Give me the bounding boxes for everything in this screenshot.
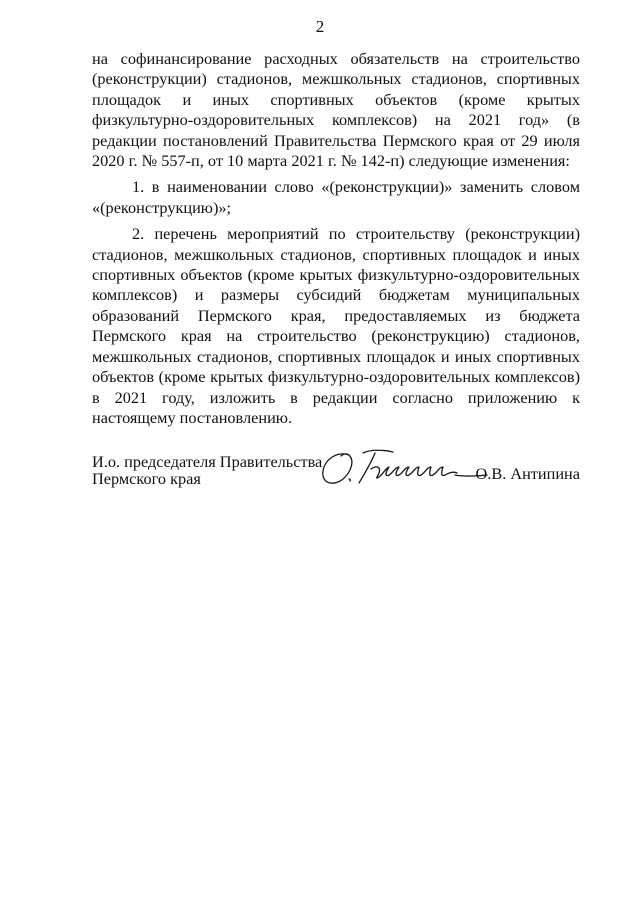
signer-name: О.В. Антипина <box>475 464 580 483</box>
signer-title <box>92 453 332 487</box>
paragraph-item-2: 2. перечень мероприятий по строительству (реконструкции) стадионов, межшкольных стадионов, спортивных площадок и иных спортивных объектов (кроме крытых физкультурно-оздоровительных комплексов) и размеры субсидий бюджетам муниципальных образований Пермского края, предоставляемых из бюджета Пермского края на строительство (реконструкцию) стадионов, межшкольных стадионов, спортивных площадок и иных спортивных объектов (кроме крытых физкультурно-оздоровительных комплексов) в 2021 году, изложить в редакции согласно приложению к настоящему постановлению. <box>92 224 580 427</box>
signature-block <box>92 453 580 493</box>
page-number: 2 <box>315 17 325 36</box>
document-body <box>92 49 580 428</box>
handwritten-signature <box>319 445 489 489</box>
signer-title-line-2: Пермского края <box>92 469 201 488</box>
paragraph-item-1: 1. в наименовании слово «(реконструкции)» заменить словом «(реконструкцию)»; <box>92 177 580 217</box>
paragraph-intro: на софинансирование расходных обязательств на строительство (реконструкции) стадионов, межшкольных стадионов, спортивных площадок и иных спортивных объектов (кроме крытых физкультурно-оздоровительных комплексов) на 2021 год» (в редакции постановлений Правительства Пермского края от 29 июля 2020 г. № 557-п, от 10 марта 2021 г. № 142-п) следующие изменения: <box>92 49 580 171</box>
signer-title-line-1: И.о. председателя Правительства <box>92 452 323 471</box>
